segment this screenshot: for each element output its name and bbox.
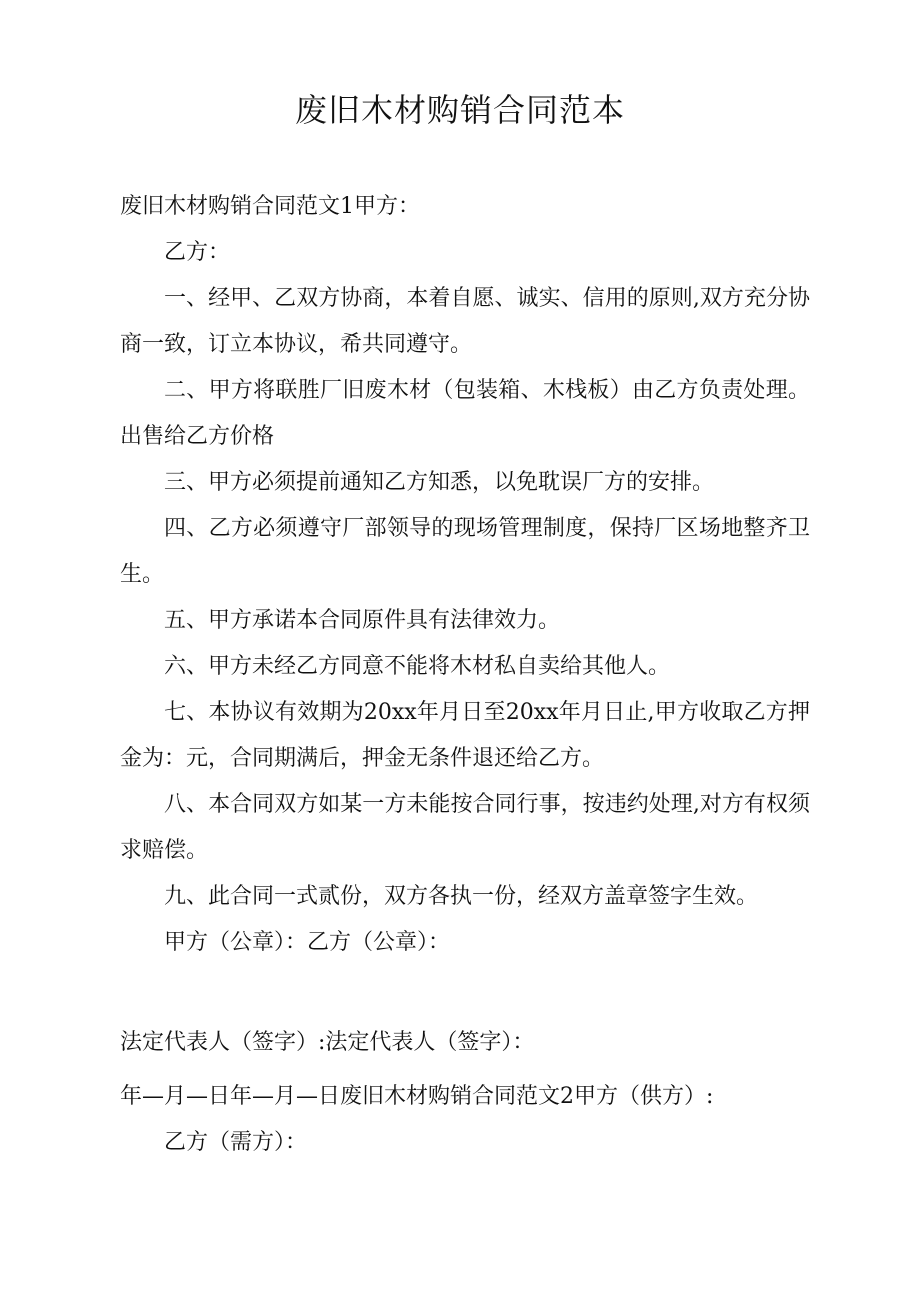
paragraph-party-a-header: 废旧木材购销合同范文1甲方：: [120, 194, 420, 219]
spacer: [120, 966, 810, 1020]
paragraph-party-b-header: 乙方：: [164, 240, 231, 265]
paragraph-clause-7: 七、本协议有效期为20xx年月日至20xx年月日止,甲方收取乙方押金为：元，合同期满后，押金无条件退还给乙方。: [120, 700, 810, 771]
paragraph-clause-4: 四、乙方必须遵守厂部领导的现场管理制度，保持厂区场地整齐卫生。: [120, 516, 810, 587]
spacer-small: [120, 1066, 810, 1074]
paragraph-clause-9: 九、此合同一式贰份，双方各执一份，经双方盖章签字生效。: [164, 884, 759, 909]
paragraph-clause-8: 八、本合同双方如某一方未能按合同行事，按违约处理,对方有权须求赔偿。: [120, 792, 810, 863]
document-body: [120, 184, 810, 1166]
paragraph-seal-line: 甲方（公章）：乙方（公章）：: [164, 930, 451, 955]
paragraph-clause-6: 六、甲方未经乙方同意不能将木材私自卖给其他人。: [164, 654, 671, 679]
paragraph-clause-2: 二、甲方将联胜厂旧废木材（包装箱、木栈板）由乙方负责处理。出售给乙方价格: [120, 378, 810, 449]
paragraph-clause-1: 一、经甲、乙双方协商，本着自愿、诚实、信用的原则,双方充分协商一致，订立本协议，希共同遵守。: [120, 286, 810, 357]
paragraph-party-b-demand: 乙方（需方）：: [164, 1130, 308, 1155]
paragraph-clause-5: 五、甲方承诺本合同原件具有法律效力。: [164, 608, 561, 633]
paragraph-date-and-second-contract: 年—月—日年—月—日废旧木材购销合同范文2甲方（供方）:: [120, 1084, 714, 1109]
document-title: 废旧木材购销合同范本: [294, 91, 625, 129]
paragraph-legal-representative: 法定代表人（签字）:法定代表人（签字）：: [120, 1030, 535, 1055]
paragraph-clause-3: 三、甲方必须提前通知乙方知悉，以免耽误厂方的安排。: [164, 470, 715, 495]
